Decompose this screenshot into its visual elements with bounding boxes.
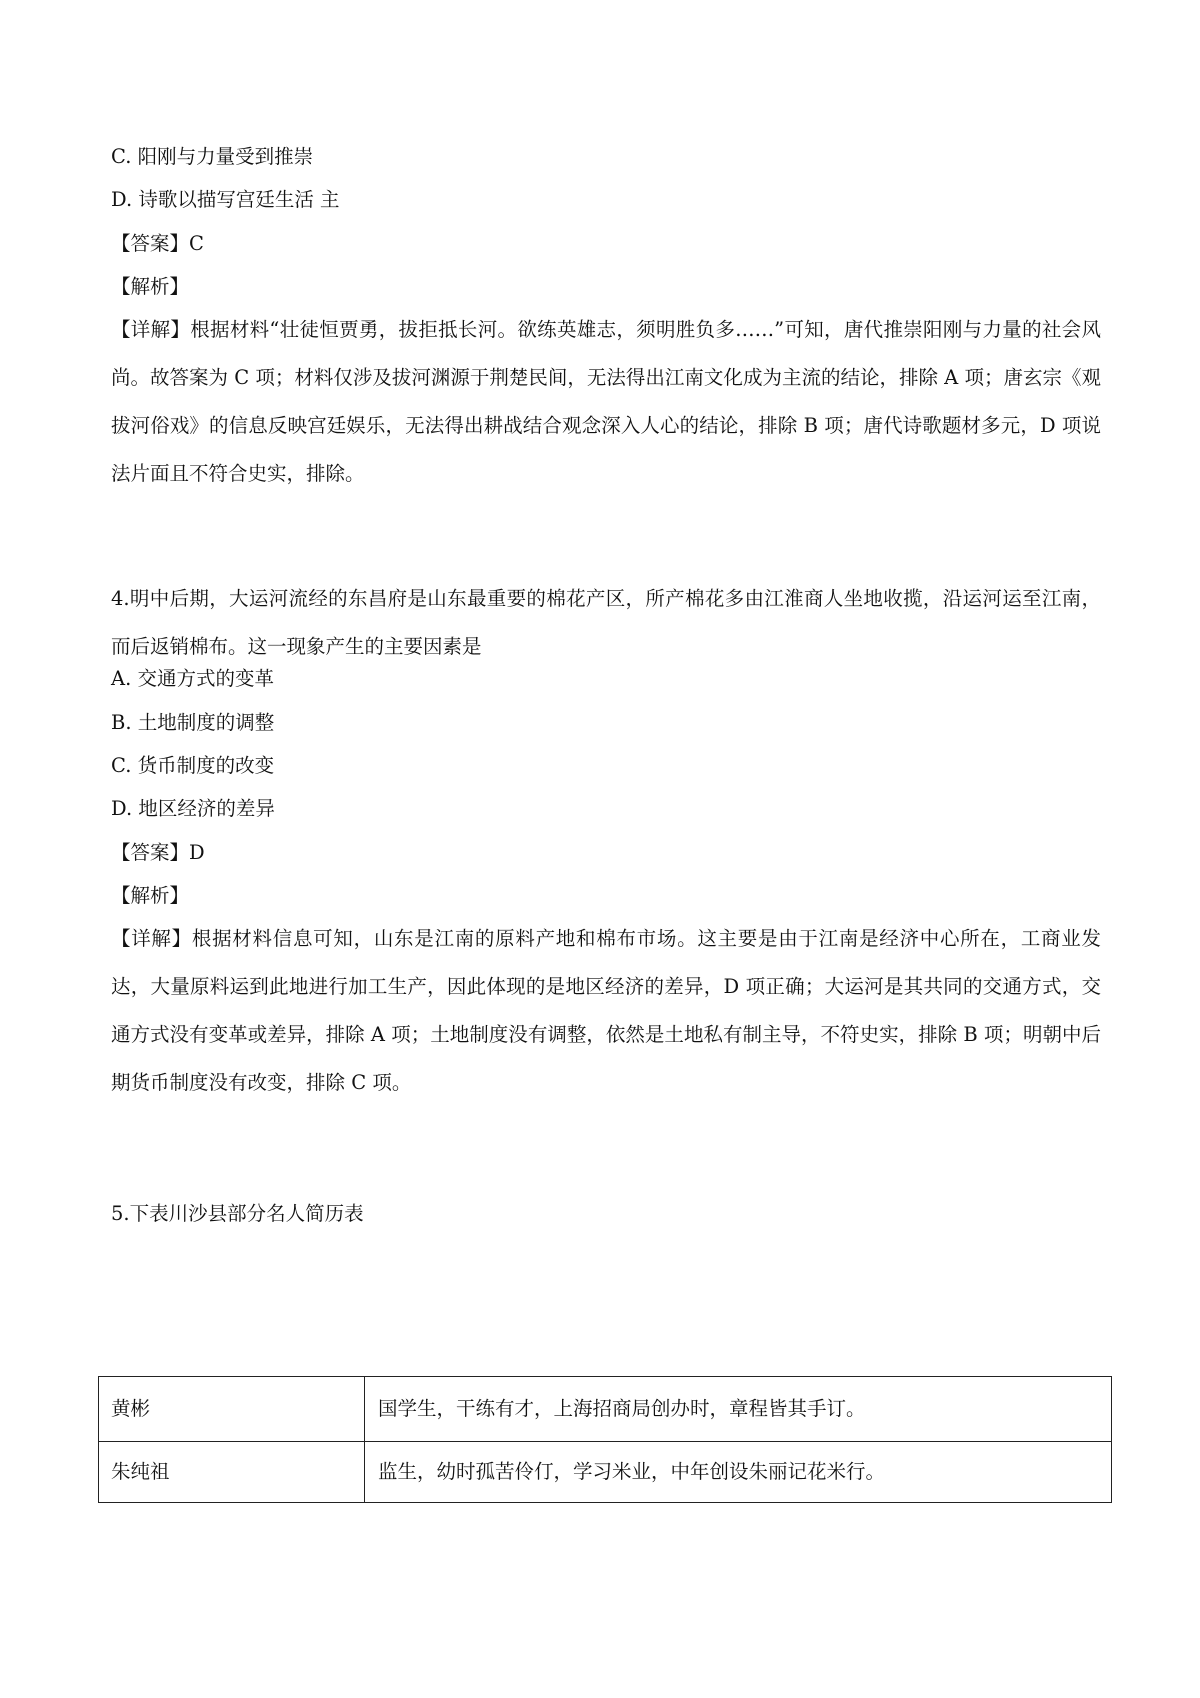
table-cell-name: 朱纯祖 <box>99 1442 365 1503</box>
q4-detail: 【详解】根据材料信息可知，山东是江南的原料产地和棉布市场。这主要是由于江南是经济中心所在，工商业发达，大量原料运到此地进行加工生产，因此体现的是地区经济的差异，D 项正确；大运河是其共同的交通方式，交通方式没有变革或差异，排除 A 项；土地制度没有调整，依然是土地私有制主导，不符史实，排除 B 项；明朝中后期货币制度没有改变，排除 C 项。 <box>111 927 1101 1094</box>
q4-option-b: B. 土地制度的调整 <box>111 711 275 734</box>
table-cell-bio: 监生，幼时孤苦伶仃，学习米业，中年创设朱丽记花米行。 <box>365 1442 1112 1503</box>
q3-detail: 【详解】根据材料“壮徒恒贾勇，拔拒抵长河。欲练英雄志，须明胜负多……”可知，唐代推崇阳刚与力量的社会风尚。故答案为 C 项；材料仅涉及拔河渊源于荆楚民间，无法得出江南文化成为主流的结论，排除 A 项；唐玄宗《观拔河俗戏》的信息反映宫廷娱乐，无法得出耕战结合观念深入人心的结论，排除 B 项；唐代诗歌题材多元，D 项说法片面且不符合史实，排除。 <box>111 318 1101 485</box>
q3-answer: 【答案】C <box>111 232 204 255</box>
table-row <box>99 1377 1112 1442</box>
q4-analysis-heading: 【解析】 <box>111 884 190 907</box>
q5-stem: 5.下表川沙县部分名人简历表 <box>111 1202 364 1225</box>
q4-option-d: D. 地区经济的差异 <box>111 797 275 820</box>
q4-option-c: C. 货币制度的改变 <box>111 754 275 777</box>
q3-analysis-heading: 【解析】 <box>111 275 190 298</box>
table-cell-name: 黄彬 <box>99 1377 365 1442</box>
table-cell-bio: 国学生，干练有才，上海招商局创办时，章程皆其手订。 <box>365 1377 1112 1442</box>
q4-stem: 4.明中后期，大运河流经的东昌府是山东最重要的棉花产区，所产棉花多由江淮商人坐地收揽，沿运河运至江南，而后返销棉布。这一现象产生的主要因素是 <box>111 587 1101 658</box>
q3-option-c: C. 阳刚与力量受到推崇 <box>111 145 314 168</box>
q4-answer: 【答案】D <box>111 841 205 864</box>
biography-table <box>98 1376 1112 1503</box>
table-row <box>99 1442 1112 1503</box>
q3-option-d: D. 诗歌以描写宫廷生活 主 <box>111 188 340 211</box>
q4-option-a: A. 交通方式的变革 <box>111 667 274 690</box>
